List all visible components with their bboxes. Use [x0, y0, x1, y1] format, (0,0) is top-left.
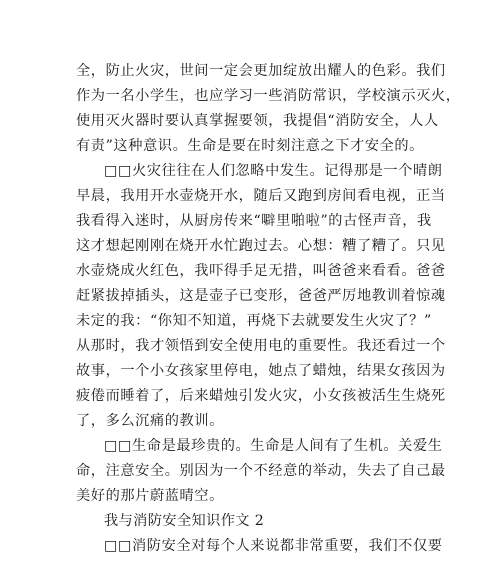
paragraph-start-line: □□消防安全对每个人来说都非常重要，我们不仅要: [104, 538, 443, 554]
text-line: 命，注意安全。别因为一个不经意的举动，失去了自己最: [76, 463, 446, 479]
text-line: 疲倦而睡着了，后来蜡烛引发火灾，小女孩被活生生烧死: [76, 388, 446, 404]
text-line: 从那时，我才领悟到安全使用电的重要性。我还看过一个: [76, 338, 446, 354]
text-line: 故事，一个小女孩家里停电，她点了蜡烛，结果女孩因为: [76, 363, 446, 379]
text-line: 美好的那片蔚蓝晴空。: [76, 488, 224, 504]
text-line: 使用灭火器时要认真掌握要领，我提倡“消防安全，人人: [76, 113, 439, 129]
text-line: 了，多么沉痛的教训。: [76, 413, 224, 429]
text-line: 这才想起刚刚在烧开水忙跑过去。心想：糟了糟了。只见: [76, 238, 446, 254]
text-line: 水壶烧成火红色，我吓得手足无措，叫爸爸来看看。爸爸: [76, 263, 446, 279]
text-line: 我看得入迷时，从厨房传来“噼里啪啦”的古怪声音，我: [76, 213, 432, 229]
text-line: 有责”这种意识。生命是要在时刻注意之下才安全的。: [76, 138, 424, 154]
text-line: 全，防止火灾，世间一定会更加绽放出耀人的色彩。我们: [76, 63, 446, 79]
paragraph-start-line: □□火灾往往在人们忽略中发生。记得那是一个晴朗: [104, 163, 443, 179]
text-line: 早晨，我用开水壶烧开水，随后又跑到房间看电视，正当: [76, 188, 446, 204]
text-line: 赶紧拔掉插头，这是壶子已变形，爸爸严厉地教训着惊魂: [76, 288, 446, 304]
section-heading: 我与消防安全知识作文 2: [104, 513, 265, 529]
paragraph-start-line: □□生命是最珍贵的。生命是人间有了生机。关爱生: [104, 438, 443, 454]
text-line: 未定的我：“你知不知道，再烧下去就要发生火灾了？”: [76, 313, 432, 329]
text-line: 作为一名小学生，也应学习一些消防常识，学校演示灭火，: [76, 88, 461, 104]
